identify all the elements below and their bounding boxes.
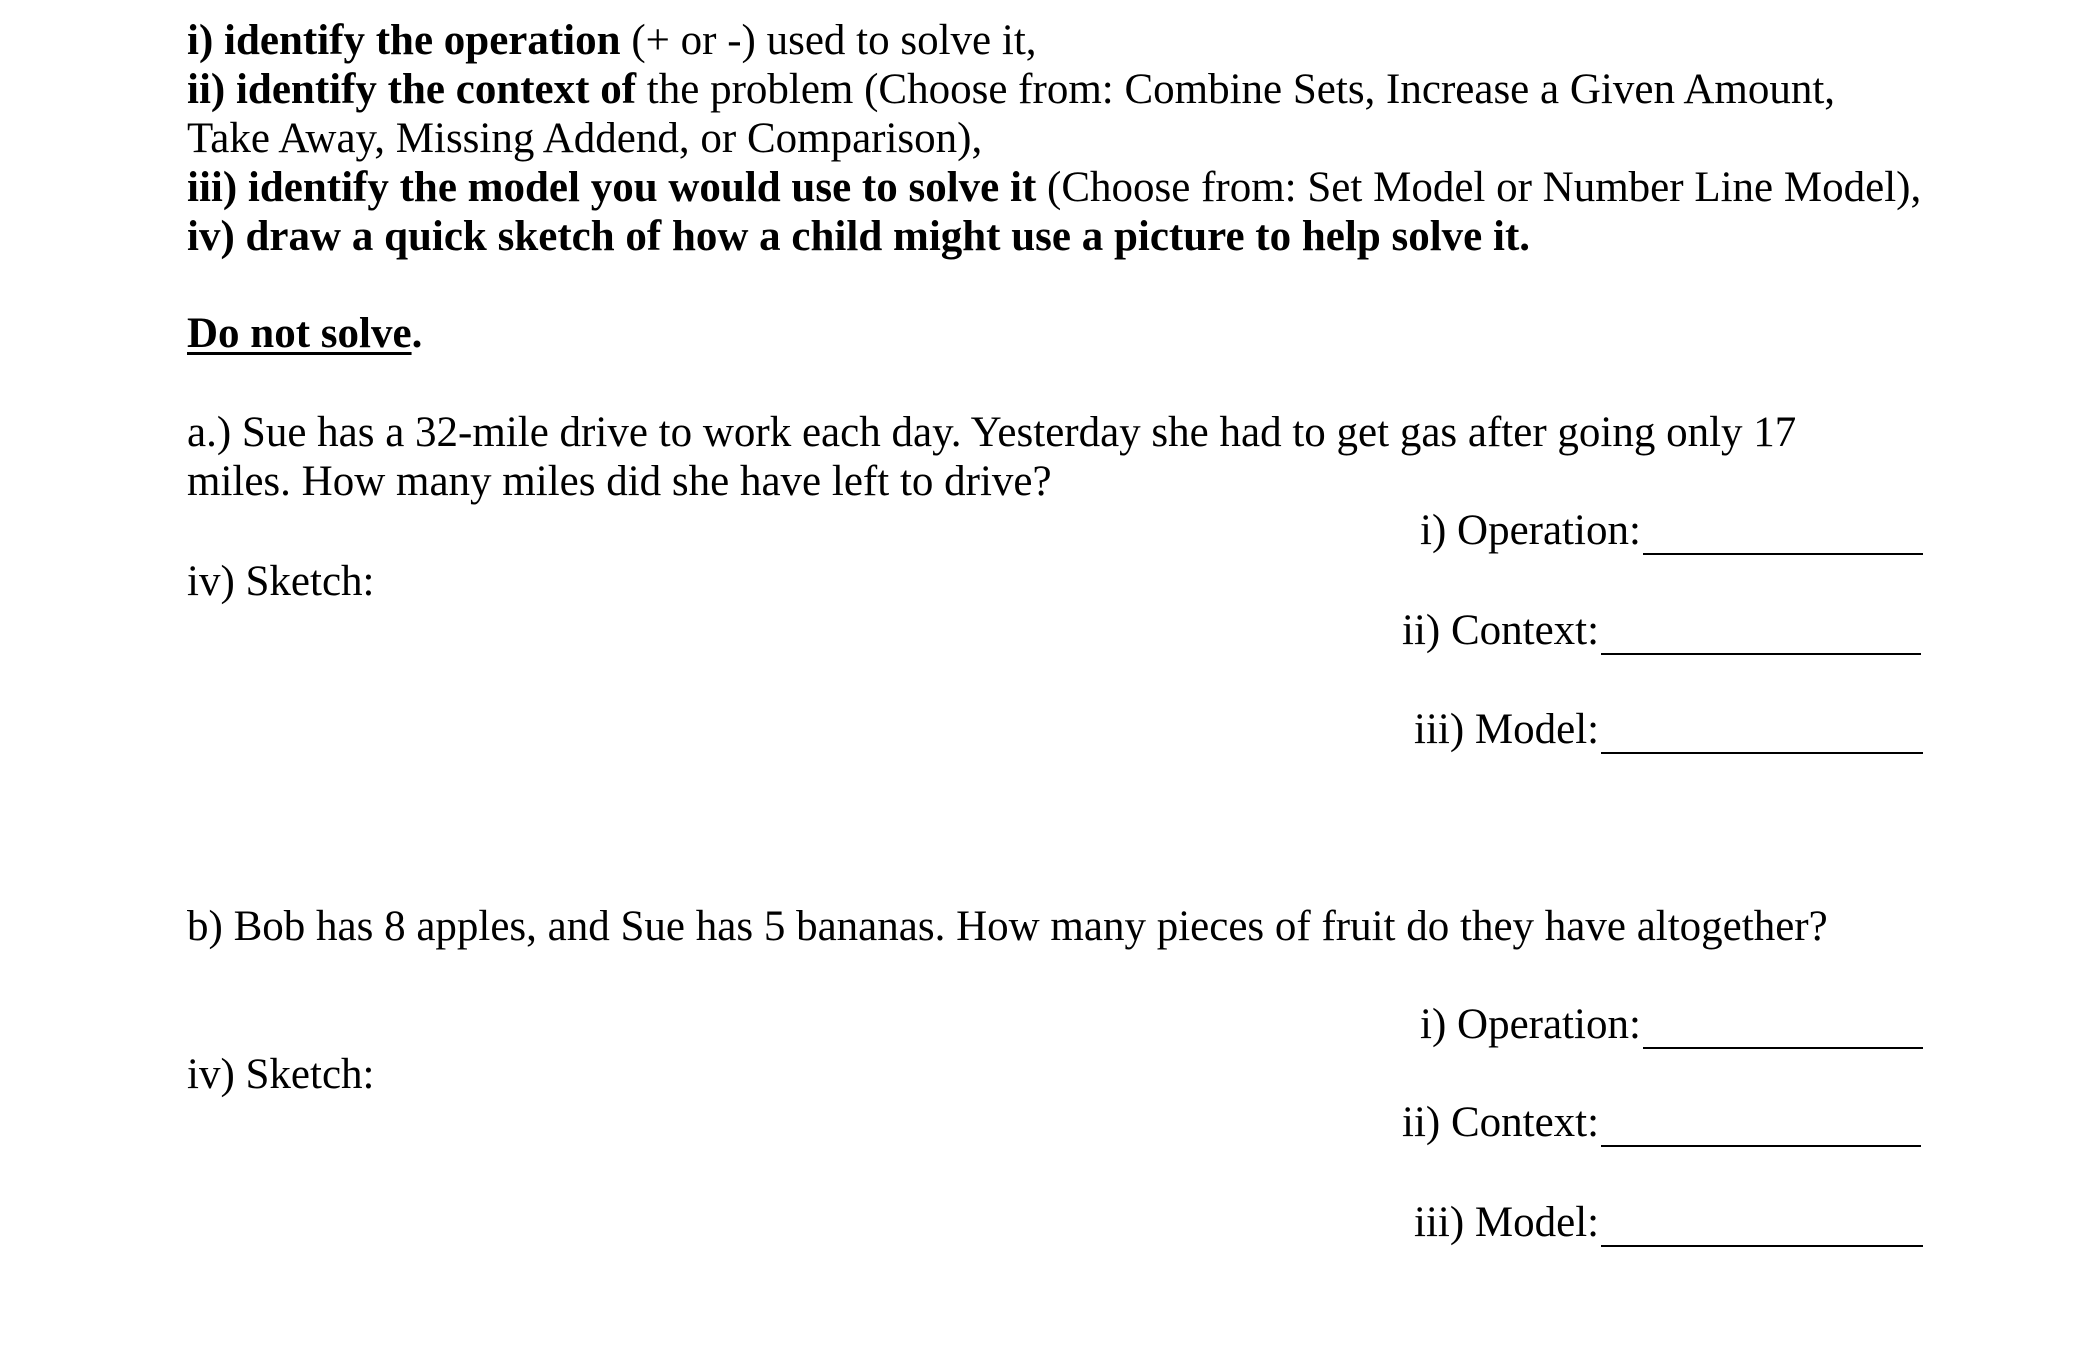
problem-b-line1: b) Bob has 8 apples, and Sue has 5 bananas. How many pieces of fruit do they have altogether? <box>187 903 1828 950</box>
do-not-solve-text: Do not solve <box>187 310 412 357</box>
problem-a-operation-label: i) Operation: <box>1420 507 1641 554</box>
problem-b-model-blank[interactable] <box>1601 1205 1923 1247</box>
instruction-iv: iv) draw a quick sketch of how a child might use a picture to help solve it. <box>187 213 1531 260</box>
instruction-iii-rest: (Choose from: Set Model or Number Line Model), <box>1036 164 1922 211</box>
problem-b-model-label: iii) Model: <box>1414 1199 1600 1246</box>
problem-b-operation-blank[interactable] <box>1643 1007 1923 1049</box>
problem-b-sketch-label: iv) Sketch: <box>187 1051 375 1098</box>
problem-a-context-label: ii) Context: <box>1402 607 1600 654</box>
problem-b-operation-field <box>1420 1000 1923 1049</box>
problem-a-context-field <box>1402 606 1921 655</box>
problem-b-context-label: ii) Context: <box>1402 1099 1600 1146</box>
problem-b-context-blank[interactable] <box>1601 1105 1921 1147</box>
problem-b-model-field <box>1414 1198 1923 1247</box>
instruction-i-bold: i) identify the operation <box>187 17 621 64</box>
instruction-iii <box>187 163 1921 212</box>
problem-a-operation-blank[interactable] <box>1643 513 1923 555</box>
problem-a-line1: a.) Sue has a 32-mile drive to work each day. Yesterday she had to get gas after going only 17 <box>187 409 1797 456</box>
instruction-iii-bold: iii) identify the model you would use to solve it <box>187 164 1037 211</box>
problem-a-context-blank[interactable] <box>1601 613 1921 655</box>
problem-a-sketch-label: iv) Sketch: <box>187 558 375 605</box>
do-not-solve-heading <box>187 309 422 358</box>
instruction-ii <box>187 65 1835 114</box>
problem-a-operation-field <box>1420 506 1923 555</box>
do-not-solve-period: . <box>411 310 423 357</box>
problem-b-context-field <box>1402 1098 1921 1147</box>
problem-b-operation-label: i) Operation: <box>1420 1001 1641 1048</box>
instruction-i <box>187 16 1037 65</box>
problem-a-model-field <box>1414 705 1923 754</box>
instruction-i-rest: (+ or -) used to solve it, <box>620 17 1037 64</box>
instruction-ii-rest: the problem (Choose from: Combine Sets, Increase a Given Amount, <box>636 66 1836 113</box>
problem-a-line2: miles. How many miles did she have left to drive? <box>187 458 1052 505</box>
problem-a-model-blank[interactable] <box>1601 712 1923 754</box>
instruction-ii-continued: Take Away, Missing Addend, or Comparison), <box>187 115 983 162</box>
instruction-ii-bold: ii) identify the context of <box>187 66 637 113</box>
problem-a-model-label: iii) Model: <box>1414 706 1600 753</box>
